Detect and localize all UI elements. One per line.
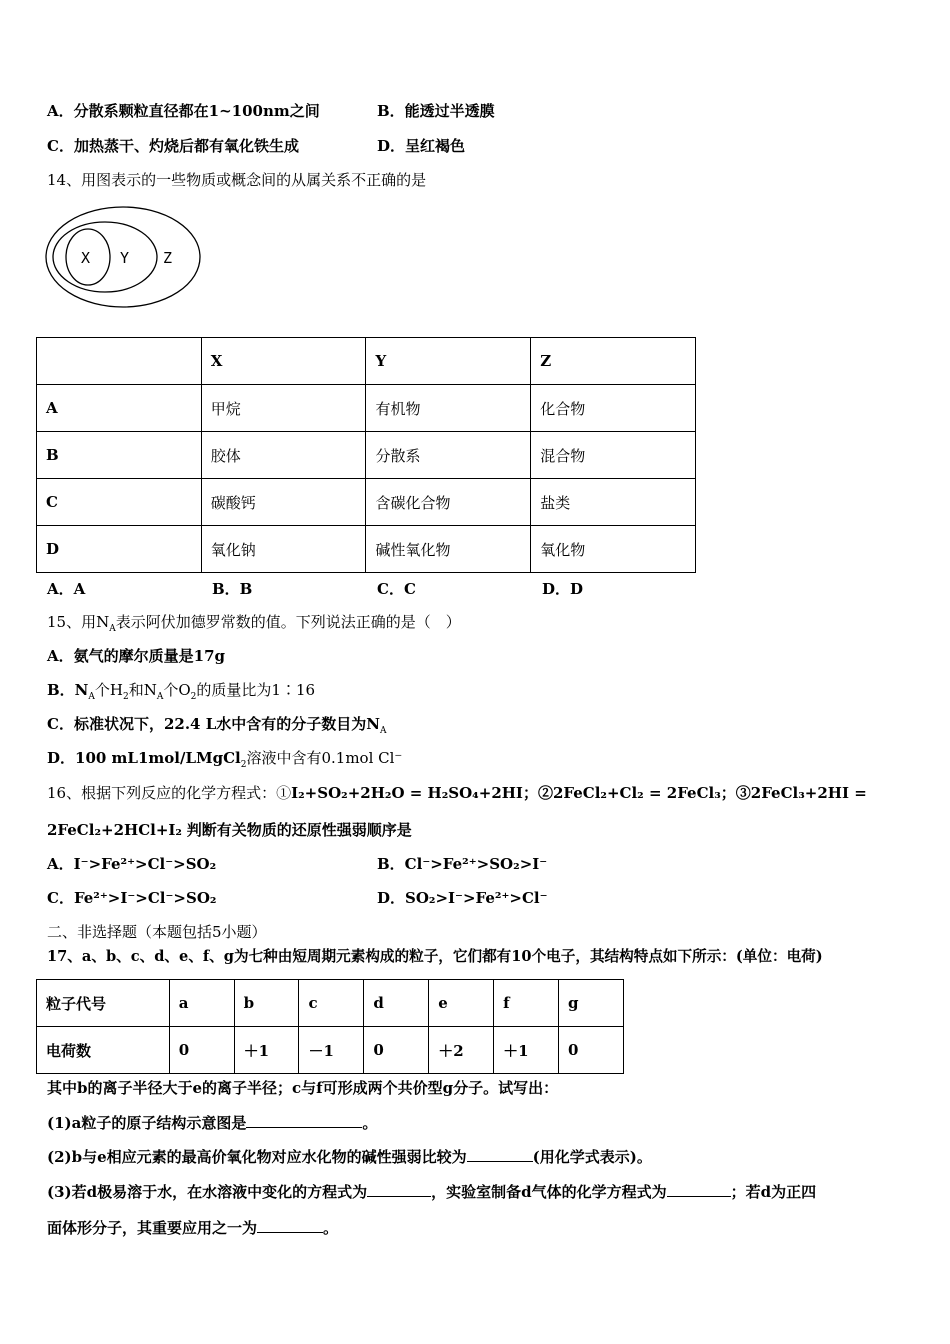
venn-label-x: X	[81, 249, 91, 267]
table-cell: 盐类	[531, 479, 696, 526]
table-cell: ＋1	[494, 1027, 559, 1074]
q13-option-c: C．加热蒸干、灼烧后都有氧化铁生成	[47, 137, 299, 155]
answer-blank[interactable]	[246, 1113, 362, 1128]
table-cell: Z	[531, 338, 696, 385]
table-row	[37, 980, 624, 1027]
venn-label-y: Y	[120, 249, 130, 267]
q15-option-c-text: C．标准状况下，22.4 L水中含有的分子数目为N	[47, 715, 380, 733]
table-cell: B	[37, 432, 202, 479]
table-cell: 电荷数	[37, 1027, 170, 1074]
table-row	[37, 385, 696, 432]
table-cell: 粒子代号	[37, 980, 170, 1027]
table-row	[37, 338, 696, 385]
q13-option-a: A．分散系颗粒直径都在1~100nm之间	[47, 102, 320, 120]
q15-option-d: D．100 mL1mol/LMgCl$_2$溶液中含有0.1mol Cl⁻	[47, 749, 403, 770]
q16-option-c: C．Fe²⁺>I⁻>Cl⁻>SO₂	[47, 889, 217, 907]
table-cell: 混合物	[531, 432, 696, 479]
table-cell: 碱性氧化物	[366, 526, 531, 573]
q15-stem	[47, 612, 461, 632]
q16-stem-line1	[47, 783, 867, 803]
table-row	[37, 526, 696, 573]
table-row	[37, 479, 696, 526]
q16-option-b: B．Cl⁻>Fe²⁺>SO₂>I⁻	[377, 855, 548, 873]
venn-diagram	[44, 203, 206, 311]
table-cell: b	[234, 980, 299, 1027]
q15-option-a	[47, 646, 225, 666]
q15-sub: A	[156, 692, 164, 702]
q14-table	[36, 337, 696, 573]
q15-option-b-text: B．N	[47, 681, 89, 699]
table-cell: 氧化物	[531, 526, 696, 573]
table-row	[37, 432, 696, 479]
q13-option-b: B．能透过半透膜	[377, 102, 495, 120]
q14-stem: 14、用图表示的一些物质或概念间的从属关系不正确的是	[47, 171, 427, 189]
table-cell: A	[37, 385, 202, 432]
q17-table	[36, 979, 624, 1074]
q17-part-3-text2: ，实验室制备d气体的化学方程式为	[431, 1183, 667, 1201]
q17-part-1-end: 。	[362, 1114, 378, 1132]
table-cell: 0	[364, 1027, 429, 1074]
q17-part-2-text: (2)b与e相应元素的最高价氧化物对应水化物的碱性强弱比较为	[47, 1148, 467, 1166]
answer-blank[interactable]	[257, 1218, 323, 1233]
q17-part-2-end: (用化学式表示)。	[532, 1148, 652, 1166]
q15-option-b-text: 个H	[94, 681, 123, 699]
q17-note: 其中b的离子半径大于e的离子半径；c与f可形成两个共价型g分子。试写出：	[47, 1079, 559, 1097]
q14-option-c: C．C	[377, 580, 416, 598]
table-cell: f	[494, 980, 559, 1027]
table-cell: 氧化钠	[201, 526, 366, 573]
q17-part-3-text: (3)若d极易溶于水，在水溶液中变化的方程式为	[47, 1183, 368, 1201]
table-cell: 胶体	[201, 432, 366, 479]
q15-option-d-text: 溶液中含有0.1mol Cl	[246, 749, 395, 767]
answer-blank[interactable]	[467, 1147, 533, 1162]
q14-option-a: A．A	[47, 580, 86, 598]
answer-blank[interactable]	[367, 1182, 431, 1197]
q15-sup: ⁻	[394, 749, 403, 767]
q17-stem: 17、a、b、c、d、e、f、g为七种由短周期元素构成的粒子，它们都有10个电子，其结构特点如下所示：(单位：电荷)	[47, 948, 823, 965]
q17-part-1-text: (1)a粒子的原子结构示意图是	[47, 1114, 247, 1132]
table-cell: d	[364, 980, 429, 1027]
q16-equation-3-rest: 2FeCl₂+2HCl+I₂	[47, 821, 182, 839]
table-cell: D	[37, 526, 202, 573]
q17-part-2	[47, 1147, 652, 1167]
q14-option-d: D．D	[542, 580, 584, 598]
table-cell: Y	[366, 338, 531, 385]
table-cell: c	[299, 980, 364, 1027]
table-cell: e	[429, 980, 494, 1027]
table-cell: 甲烷	[201, 385, 366, 432]
q17-part-1	[47, 1113, 377, 1133]
q15-option-a-text: A．氨气的摩尔质量是17g	[47, 647, 226, 665]
table-cell: 化合物	[531, 385, 696, 432]
table-row	[37, 1027, 624, 1074]
table-cell: 分散系	[366, 432, 531, 479]
table-cell: g	[559, 980, 624, 1027]
q16-equation-2: 2FeCl₂+Cl₂ = 2FeCl₃；③	[552, 784, 751, 802]
q17-part-3-cont	[47, 1218, 338, 1238]
venn-label-z: Z	[163, 249, 173, 267]
table-cell: ＋2	[429, 1027, 494, 1074]
q16-option-d: D．SO₂>I⁻>Fe²⁺>Cl⁻	[377, 889, 548, 907]
q15-option-c	[47, 714, 386, 734]
q17-part-3	[47, 1182, 816, 1202]
q15-stem-text: 15、用N	[47, 613, 110, 631]
q16-equation-1: I₂+SO₂+2H₂O = H₂SO₄+2HI；②	[291, 784, 553, 802]
table-cell: 0	[559, 1027, 624, 1074]
q14-option-b: B．B	[212, 580, 253, 598]
section-heading: 二、非选择题（本题包括5小题）	[47, 923, 267, 941]
q16-stem-text: 判断有关物质的还原性强弱顺序是	[186, 821, 412, 839]
table-cell: 碳酸钙	[201, 479, 366, 526]
table-cell: ＋1	[234, 1027, 299, 1074]
table-cell: 有机物	[366, 385, 531, 432]
q15-sub: A	[88, 692, 95, 702]
q17-part-3-end: 。	[323, 1219, 339, 1237]
q15-option-d-text: D．100 mL1mol/LMgCl	[47, 749, 241, 767]
q15-option-b-text: 和N	[128, 681, 157, 699]
q16-option-a: A．I⁻>Fe²⁺>Cl⁻>SO₂	[47, 855, 217, 873]
table-cell: a	[169, 980, 234, 1027]
venn-middle-ellipse	[53, 222, 157, 292]
table-cell: C	[37, 479, 202, 526]
q16-stem-line2	[47, 820, 412, 840]
q15-sub: A	[379, 726, 387, 736]
table-cell: －1	[299, 1027, 364, 1074]
q15-stem-text2: 表示阿伏加德罗常数的值。下列说法正确的是（ ）	[115, 613, 461, 631]
q15-stem-sub: A	[109, 624, 116, 634]
table-cell: 含碳化合物	[366, 479, 531, 526]
q13-option-d: D．呈红褐色	[377, 137, 466, 155]
q15-option-b: B．$N_A$个$H_2$和$N_A$个$O_2$的质量比为1∶16	[47, 681, 316, 702]
table-cell: X	[201, 338, 366, 385]
table-cell: 0	[169, 1027, 234, 1074]
q15-option-b-text: 个O	[163, 681, 191, 699]
q17-part-3-text3: ；若d为正四	[730, 1183, 817, 1201]
answer-blank[interactable]	[667, 1182, 731, 1197]
q15-option-b-text: 的质量比为1∶16	[196, 681, 316, 699]
q16-equation-3: 2FeCl₃+2HI =	[750, 784, 867, 802]
q17-part-3-text4: 面体形分子，其重要应用之一为	[47, 1219, 258, 1237]
table-cell	[37, 338, 202, 385]
q16-stem-text: 16、根据下列反应的化学方程式：①	[47, 784, 292, 802]
